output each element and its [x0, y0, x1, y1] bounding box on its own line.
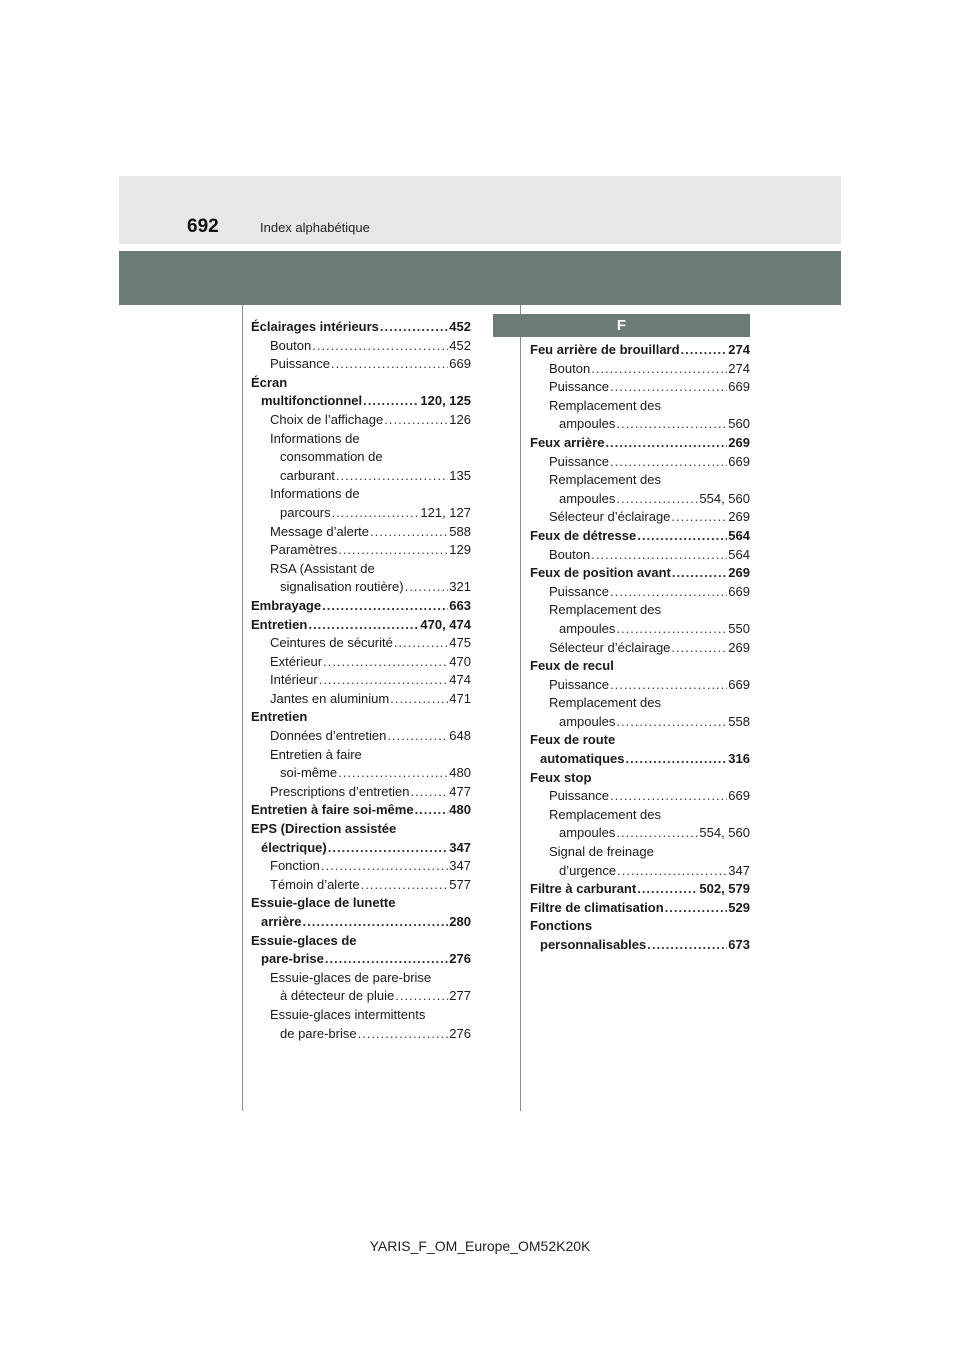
dot-leader [361, 876, 449, 895]
dot-leader [610, 676, 727, 695]
entry-page: 470, 474 [420, 616, 471, 632]
entry-page: 120, 125 [420, 393, 471, 409]
dot-leader [637, 527, 727, 546]
index-entry [530, 508, 750, 527]
index-entry [530, 731, 750, 750]
entry-term: Remplacement des [549, 806, 661, 822]
entry-term: Fonction [270, 858, 320, 874]
dot-leader [325, 950, 448, 969]
entry-term: Informations de [270, 430, 360, 446]
dot-leader [405, 578, 449, 597]
entry-page: 274 [728, 360, 750, 376]
index-entry [251, 318, 471, 337]
index-entry [251, 616, 471, 635]
entry-term: carburant [280, 467, 335, 483]
index-entry [251, 355, 471, 374]
entry-page: 669 [728, 676, 750, 692]
entry-term: Puissance [270, 356, 330, 372]
entry-term: Feu arrière de brouillard [530, 342, 680, 357]
dot-leader [591, 360, 727, 379]
dot-leader [338, 764, 448, 783]
index-entry [251, 764, 471, 783]
entry-page: 673 [728, 937, 750, 952]
entry-page: 280 [449, 914, 471, 929]
index-entry [251, 950, 471, 969]
dot-leader [302, 913, 448, 932]
entry-term: Essuie-glaces intermittents [270, 1006, 426, 1022]
column-divider-left [242, 305, 243, 1111]
entry-page: 529 [728, 899, 750, 915]
dot-leader [616, 415, 727, 434]
entry-term: automatiques [540, 751, 625, 767]
entry-term: électrique) [261, 839, 327, 855]
entry-page: 474 [449, 672, 471, 688]
entry-page: 550 [728, 620, 750, 636]
dot-leader [394, 634, 448, 653]
index-entry [530, 601, 750, 620]
header-band [119, 176, 841, 244]
entry-term: Embrayage [251, 597, 322, 613]
dot-leader [610, 378, 727, 397]
entry-term: Témoin d’alerte [270, 876, 360, 892]
entry-page: 480 [449, 802, 471, 818]
index-entry [251, 671, 471, 690]
entry-term: Remplacement des [549, 695, 661, 711]
entry-term: Bouton [549, 546, 591, 562]
dot-leader [415, 801, 449, 820]
dot-leader [380, 318, 448, 337]
dot-leader [605, 434, 727, 453]
dot-leader [591, 546, 727, 565]
index-entry [530, 880, 750, 899]
entry-term: consommation de [280, 449, 383, 465]
entry-term: à détecteur de pluie [280, 988, 395, 1004]
dot-leader [336, 467, 448, 486]
dot-leader [384, 411, 448, 430]
entry-term: ampoules [559, 620, 616, 636]
entry-page: 502, 579 [699, 881, 750, 897]
index-entry [251, 746, 471, 765]
column-divider-right [520, 305, 521, 1111]
index-entry [251, 1006, 471, 1025]
index-entry [251, 392, 471, 411]
dot-leader [610, 787, 727, 806]
entry-term: Paramètres [270, 542, 338, 558]
index-entry [251, 913, 471, 932]
entry-page: 669 [449, 356, 471, 372]
index-entry [530, 657, 750, 676]
entry-page: 121, 127 [420, 504, 471, 520]
dot-leader [617, 862, 727, 881]
entry-page: 475 [449, 635, 471, 651]
entry-term: Prescriptions d’entretien [270, 783, 410, 799]
index-entry [530, 843, 750, 862]
entry-term: Éclairages intérieurs [251, 319, 379, 334]
dot-leader [321, 857, 448, 876]
entry-page: 129 [449, 542, 471, 558]
index-entry [530, 434, 750, 453]
entry-term: Feux arrière [530, 434, 605, 450]
index-column-right [530, 341, 750, 955]
entry-page: 452 [449, 337, 471, 353]
index-entry [530, 824, 750, 843]
index-entry [251, 411, 471, 430]
entry-term: Choix de l’affichage [270, 411, 384, 427]
dot-leader [390, 690, 448, 709]
dot-leader [338, 541, 448, 560]
dot-leader [647, 936, 727, 955]
dot-leader [308, 616, 419, 635]
index-entry [251, 783, 471, 802]
entry-page: 560 [728, 416, 750, 432]
dot-leader [332, 504, 420, 523]
entry-term: Puissance [549, 379, 609, 395]
index-entry [530, 936, 750, 955]
entry-page: 588 [449, 523, 471, 539]
entry-term: Bouton [270, 337, 312, 353]
entry-term: Feux de position avant [530, 565, 671, 581]
index-entry [251, 504, 471, 523]
entry-term: Sélecteur d’éclairage [549, 639, 671, 655]
index-entry [251, 894, 471, 913]
entry-term: Écran [251, 374, 288, 390]
entry-page: 126 [449, 411, 471, 427]
entry-page: 274 [728, 342, 750, 357]
entry-term: Puissance [549, 676, 609, 692]
entry-page: 135 [449, 467, 471, 483]
entry-term: Extérieur [270, 653, 323, 669]
index-entry [251, 820, 471, 839]
entry-page: 577 [449, 876, 471, 892]
index-entry [251, 337, 471, 356]
entry-term: pare-brise [261, 951, 324, 967]
entry-term: multifonctionnel [261, 393, 363, 409]
index-entry [251, 578, 471, 597]
index-entry [530, 583, 750, 602]
entry-page: 663 [449, 597, 471, 613]
entry-page: 648 [449, 728, 471, 744]
entry-term: ampoules [559, 713, 616, 729]
entry-page: 471 [449, 690, 471, 706]
index-entry [251, 467, 471, 486]
index-entry [251, 932, 471, 951]
entry-term: Filtre de climatisation [530, 899, 664, 915]
index-entry [530, 620, 750, 639]
index-entry [530, 341, 750, 360]
index-entry [530, 750, 750, 769]
index-entry [251, 653, 471, 672]
dot-leader [395, 987, 448, 1006]
index-entry [530, 676, 750, 695]
index-entry [251, 839, 471, 858]
index-entry [530, 694, 750, 713]
index-entry [530, 639, 750, 658]
index-entry [251, 634, 471, 653]
entry-page: 669 [728, 788, 750, 804]
index-entry [530, 471, 750, 490]
index-entry [530, 453, 750, 472]
entry-term: arrière [261, 914, 302, 929]
entry-term: de pare-brise [280, 1025, 357, 1041]
entry-term: d’urgence [559, 862, 617, 878]
entry-term: Filtre à carburant [530, 881, 637, 897]
entry-term: Feux de détresse [530, 527, 637, 543]
entry-page: 316 [728, 751, 750, 767]
entry-page: 558 [728, 713, 750, 729]
entry-page: 554, 560 [699, 825, 750, 841]
index-entry [251, 690, 471, 709]
index-entry [251, 876, 471, 895]
index-entry [251, 560, 471, 579]
index-entry [530, 546, 750, 565]
index-entry [530, 787, 750, 806]
header-bar [119, 251, 841, 305]
entry-page: 669 [728, 379, 750, 395]
dot-leader [665, 899, 728, 918]
entry-term: Intérieur [270, 672, 318, 688]
dot-leader [322, 597, 448, 616]
dot-leader [616, 620, 727, 639]
dot-leader [610, 583, 727, 602]
dot-leader [637, 880, 698, 899]
dot-leader [319, 671, 449, 690]
entry-page: 347 [449, 858, 471, 874]
index-entry [251, 485, 471, 504]
index-entry [251, 430, 471, 449]
entry-page: 269 [728, 565, 750, 581]
entry-term: Signal de freinage [549, 844, 654, 860]
entry-term: Ceintures de sécurité [270, 635, 393, 651]
entry-term: Sélecteur d’éclairage [549, 509, 671, 525]
entry-page: 347 [728, 862, 750, 878]
index-entry [530, 862, 750, 881]
entry-page: 277 [449, 988, 471, 1004]
index-entry [530, 564, 750, 583]
dot-leader [610, 453, 727, 472]
entry-term: Entretien à faire soi-même [251, 802, 414, 818]
index-entry [530, 378, 750, 397]
dot-leader [410, 783, 448, 802]
entry-page: 564 [728, 546, 750, 562]
entry-term: Message d’alerte [270, 523, 369, 539]
index-entry [251, 857, 471, 876]
index-entry [251, 541, 471, 560]
entry-page: 269 [728, 434, 750, 450]
index-entry [251, 801, 471, 820]
entry-term: Feux stop [530, 769, 592, 785]
entry-term: Jantes en aluminium [270, 690, 390, 706]
entry-term: Essuie-glace de lunette [251, 895, 396, 911]
index-entry [251, 1025, 471, 1044]
entry-term: soi-même [280, 765, 338, 781]
entry-page: 452 [449, 319, 471, 334]
entry-page: 470 [449, 653, 471, 669]
entry-term: ampoules [559, 416, 616, 432]
entry-term: ampoules [559, 490, 616, 506]
index-entry [530, 769, 750, 788]
entry-term: parcours [280, 504, 331, 520]
dot-leader [358, 1025, 449, 1044]
entry-term: Données d’entretien [270, 728, 387, 744]
index-entry [530, 917, 750, 936]
index-entry [530, 527, 750, 546]
entry-term: Feux de recul [530, 658, 614, 674]
dot-leader [616, 713, 727, 732]
page-number: 692 [187, 216, 219, 237]
footer-code: YARIS_F_OM_Europe_OM52K20K [369, 1238, 591, 1254]
entry-term: signalisation routière) [280, 579, 404, 595]
entry-term: Informations de [270, 486, 360, 502]
entry-term: Entretien [251, 616, 308, 632]
dot-leader [626, 750, 728, 769]
entry-page: 669 [728, 453, 750, 469]
entry-page: 564 [728, 527, 750, 543]
index-entry [251, 597, 471, 616]
entry-term: Puissance [549, 583, 609, 599]
index-entry [530, 490, 750, 509]
entry-page: 669 [728, 583, 750, 599]
dot-leader [616, 824, 698, 843]
section-title: Index alphabétique [260, 220, 370, 235]
dot-leader [616, 490, 698, 509]
dot-leader [331, 355, 448, 374]
entry-term: Remplacement des [549, 472, 661, 488]
index-entry [530, 899, 750, 918]
index-entry [251, 374, 471, 393]
dot-leader [323, 653, 448, 672]
entry-page: 276 [449, 1025, 471, 1041]
index-entry [251, 708, 471, 727]
entry-term: personnalisables [540, 937, 647, 952]
entry-term: Fonctions [530, 918, 593, 934]
dot-leader [671, 639, 727, 658]
index-entry [251, 448, 471, 467]
entry-page: 477 [449, 783, 471, 799]
dot-leader [328, 839, 449, 858]
entry-page: 321 [449, 579, 471, 595]
index-entry [530, 415, 750, 434]
entry-page: 276 [449, 951, 471, 967]
index-column-left [251, 318, 471, 1043]
dot-leader [387, 727, 448, 746]
dot-leader [672, 564, 727, 583]
dot-leader [363, 392, 419, 411]
index-entry [530, 360, 750, 379]
entry-term: EPS (Direction assistée [251, 821, 397, 837]
entry-term: Remplacement des [549, 602, 661, 618]
entry-term: Puissance [549, 453, 609, 469]
entry-term: Feux de route [530, 732, 616, 748]
entry-page: 480 [449, 765, 471, 781]
index-entry [530, 713, 750, 732]
dot-leader [681, 341, 728, 360]
section-letter: F [493, 314, 750, 337]
index-entry [251, 987, 471, 1006]
dot-leader [312, 337, 448, 356]
index-entry [251, 727, 471, 746]
entry-term: Bouton [549, 360, 591, 376]
entry-term: Puissance [549, 788, 609, 804]
index-entry [251, 969, 471, 988]
entry-page: 347 [449, 839, 471, 855]
index-entry [530, 397, 750, 416]
entry-term: Essuie-glaces de [251, 932, 357, 948]
index-entry [251, 523, 471, 542]
entry-page: 269 [728, 509, 750, 525]
dot-leader [671, 508, 727, 527]
entry-term: Entretien [251, 709, 308, 725]
entry-term: Entretien à faire [270, 746, 362, 762]
entry-term: Remplacement des [549, 397, 661, 413]
entry-term: RSA (Assistant de [270, 560, 375, 576]
index-entry [530, 806, 750, 825]
entry-page: 269 [728, 639, 750, 655]
entry-term: Essuie-glaces de pare-brise [270, 969, 432, 985]
dot-leader [370, 523, 448, 542]
entry-term: ampoules [559, 825, 616, 841]
entry-page: 554, 560 [699, 490, 750, 506]
